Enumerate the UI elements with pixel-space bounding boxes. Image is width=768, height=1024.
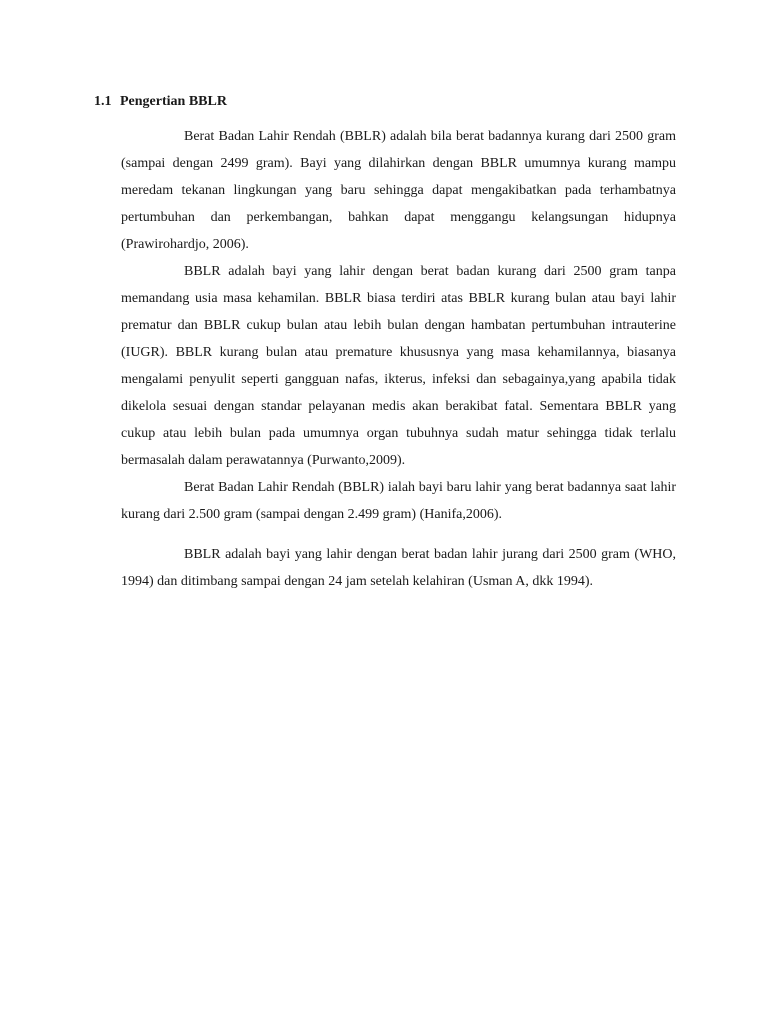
section-number: 1.1	[94, 94, 112, 109]
paragraph-hanifa: Berat Badan Lahir Rendah (BBLR) ialah bayi baru lahir yang berat badannya saat lahir kurang dari 2.500 gram (sampai dengan 2.499 gram) (Hanifa,2006).	[121, 480, 676, 522]
section-body	[121, 123, 676, 595]
paragraph-who: BBLR adalah bayi yang lahir dengan berat badan lahir jurang dari 2500 gram (WHO, 1994) dan ditimbang sampai dengan 24 jam setelah kelahiran (Usman A, dkk 1994).	[121, 547, 676, 589]
section-title: Pengertian BBLR	[120, 94, 227, 109]
paragraph-definition: Berat Badan Lahir Rendah (BBLR) adalah bila berat badannya kurang dari 2500 gram (sampai dengan 2499 gram). Bayi yang dilahirkan dengan BBLR umumnya kurang mampu meredam tekanan lingkungan yang baru sehingga dapat mengakibatkan pada terhambatnya pertumbuhan dan perkembangan, bahkan dapat menggangu kelangsungan hidupnya (Prawirohardjo, 2006).	[121, 129, 676, 252]
paragraph-classification: BBLR adalah bayi yang lahir dengan berat badan kurang dari 2500 gram tanpa memandang usia masa kehamilan. BBLR biasa terdiri atas BBLR kurang bulan atau bayi lahir prematur dan BBLR cukup bulan atau lebih bulan dengan hambatan pertumbuhan intrauterine (IUGR). BBLR kurang bulan atau premature khususnya yang masa kehamilannya, biasanya mengalami penyulit seperti gangguan nafas, ikterus, infeksi dan sebagainya,yang apabila tidak dikelola sesuai dengan standar pelayanan medis akan berakibat fatal. Sementara BBLR yang cukup atau lebih bulan pada umumnya organ tubuhnya sudah matur sehingga tidak terlalu bermasalah dalam perawatannya (Purwanto,2009).	[121, 264, 676, 468]
section-heading	[94, 92, 227, 112]
